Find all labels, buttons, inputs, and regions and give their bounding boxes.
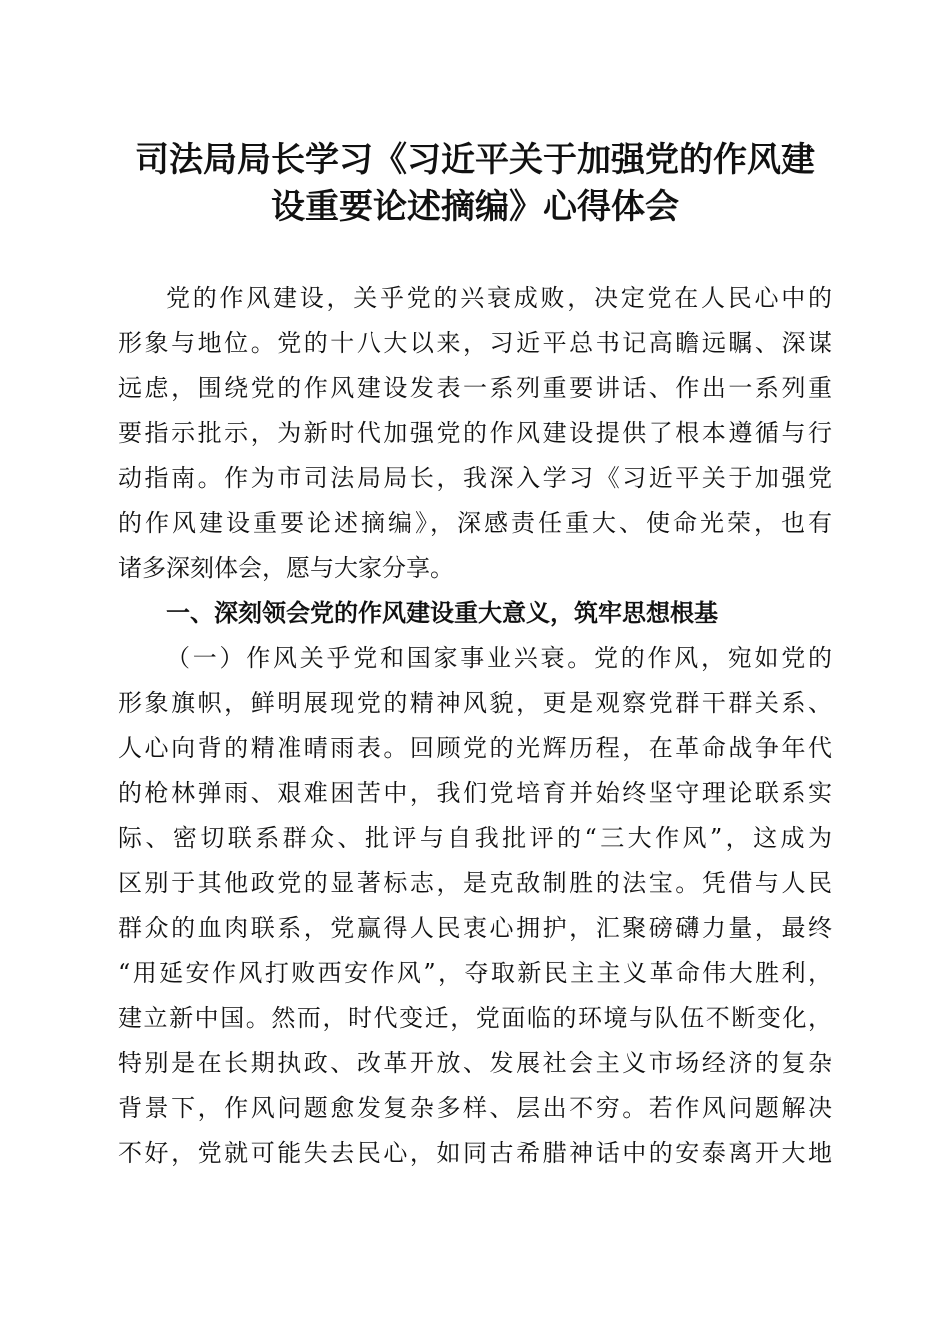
- paragraph-1-line-3: 远虑，围绕党的作风建设发表一系列重要讲话、作出一系列重: [118, 374, 832, 402]
- paragraph-1-line-5: 动指南。作为市司法局局长，我深入学习《习近平关于加强党: [118, 464, 832, 492]
- document-title-line-1: 司法局局长学习《习近平关于加强党的作风建: [135, 140, 815, 180]
- paragraph-2-line-2: 形象旗帜，鲜明展现党的精神风貌，更是观察党群干群关系、: [118, 689, 832, 717]
- document-title-line-2: 设重要论述摘编》心得体会: [271, 187, 679, 227]
- paragraph-1-line-2: 形象与地位。党的十八大以来，习近平总书记高瞻远瞩、深谋: [118, 329, 832, 357]
- section-1-heading: 一、深刻领会党的作风建设重大意义，筑牢思想根基: [166, 599, 718, 627]
- paragraph-2-line-4: 的枪林弹雨、艰难困苦中，我们党培育并始终坚守理论联系实: [118, 779, 832, 807]
- paragraph-1-line-1: 党的作风建设，关乎党的兴衰成败，决定党在人民心中的: [166, 284, 832, 312]
- paragraph-1-line-4: 要指示批示，为新时代加强党的作风建设提供了根本遵循与行: [118, 419, 832, 447]
- paragraph-2-line-11: 背景下，作风问题愈发复杂多样、层出不穷。若作风问题解决: [118, 1094, 832, 1122]
- paragraph-2-line-5: 际、密切联系群众、批评与自我批评的“三大作风”，这成为: [118, 824, 832, 852]
- paragraph-2-line-10: 特别是在长期执政、改革开放、发展社会主义市场经济的复杂: [118, 1049, 832, 1077]
- paragraph-2-line-6: 区别于其他政党的显著标志，是克敌制胜的法宝。凭借与人民: [118, 869, 832, 897]
- paragraph-2-line-7: 群众的血肉联系，党赢得人民衷心拥护，汇聚磅礴力量，最终: [118, 914, 832, 942]
- paragraph-2-line-9: 建立新中国。然而，时代变迁，党面临的环境与队伍不断变化，: [118, 1004, 832, 1032]
- paragraph-2-line-1: （一）作风关乎党和国家事业兴衰。党的作风，宛如党的: [166, 644, 832, 672]
- paragraph-2-line-12: 不好，党就可能失去民心，如同古希腊神话中的安泰离开大地: [118, 1139, 832, 1167]
- paragraph-1-line-7: 诸多深刻体会，愿与大家分享。: [118, 554, 454, 582]
- paragraph-1-line-6: 的作风建设重要论述摘编》，深感责任重大、使命光荣，也有: [118, 509, 832, 537]
- paragraph-2-line-3: 人心向背的精准晴雨表。回顾党的光辉历程，在革命战争年代: [118, 734, 832, 762]
- paragraph-2-line-8: “用延安作风打败西安作风”，夺取新民主主义革命伟大胜利，: [118, 959, 832, 987]
